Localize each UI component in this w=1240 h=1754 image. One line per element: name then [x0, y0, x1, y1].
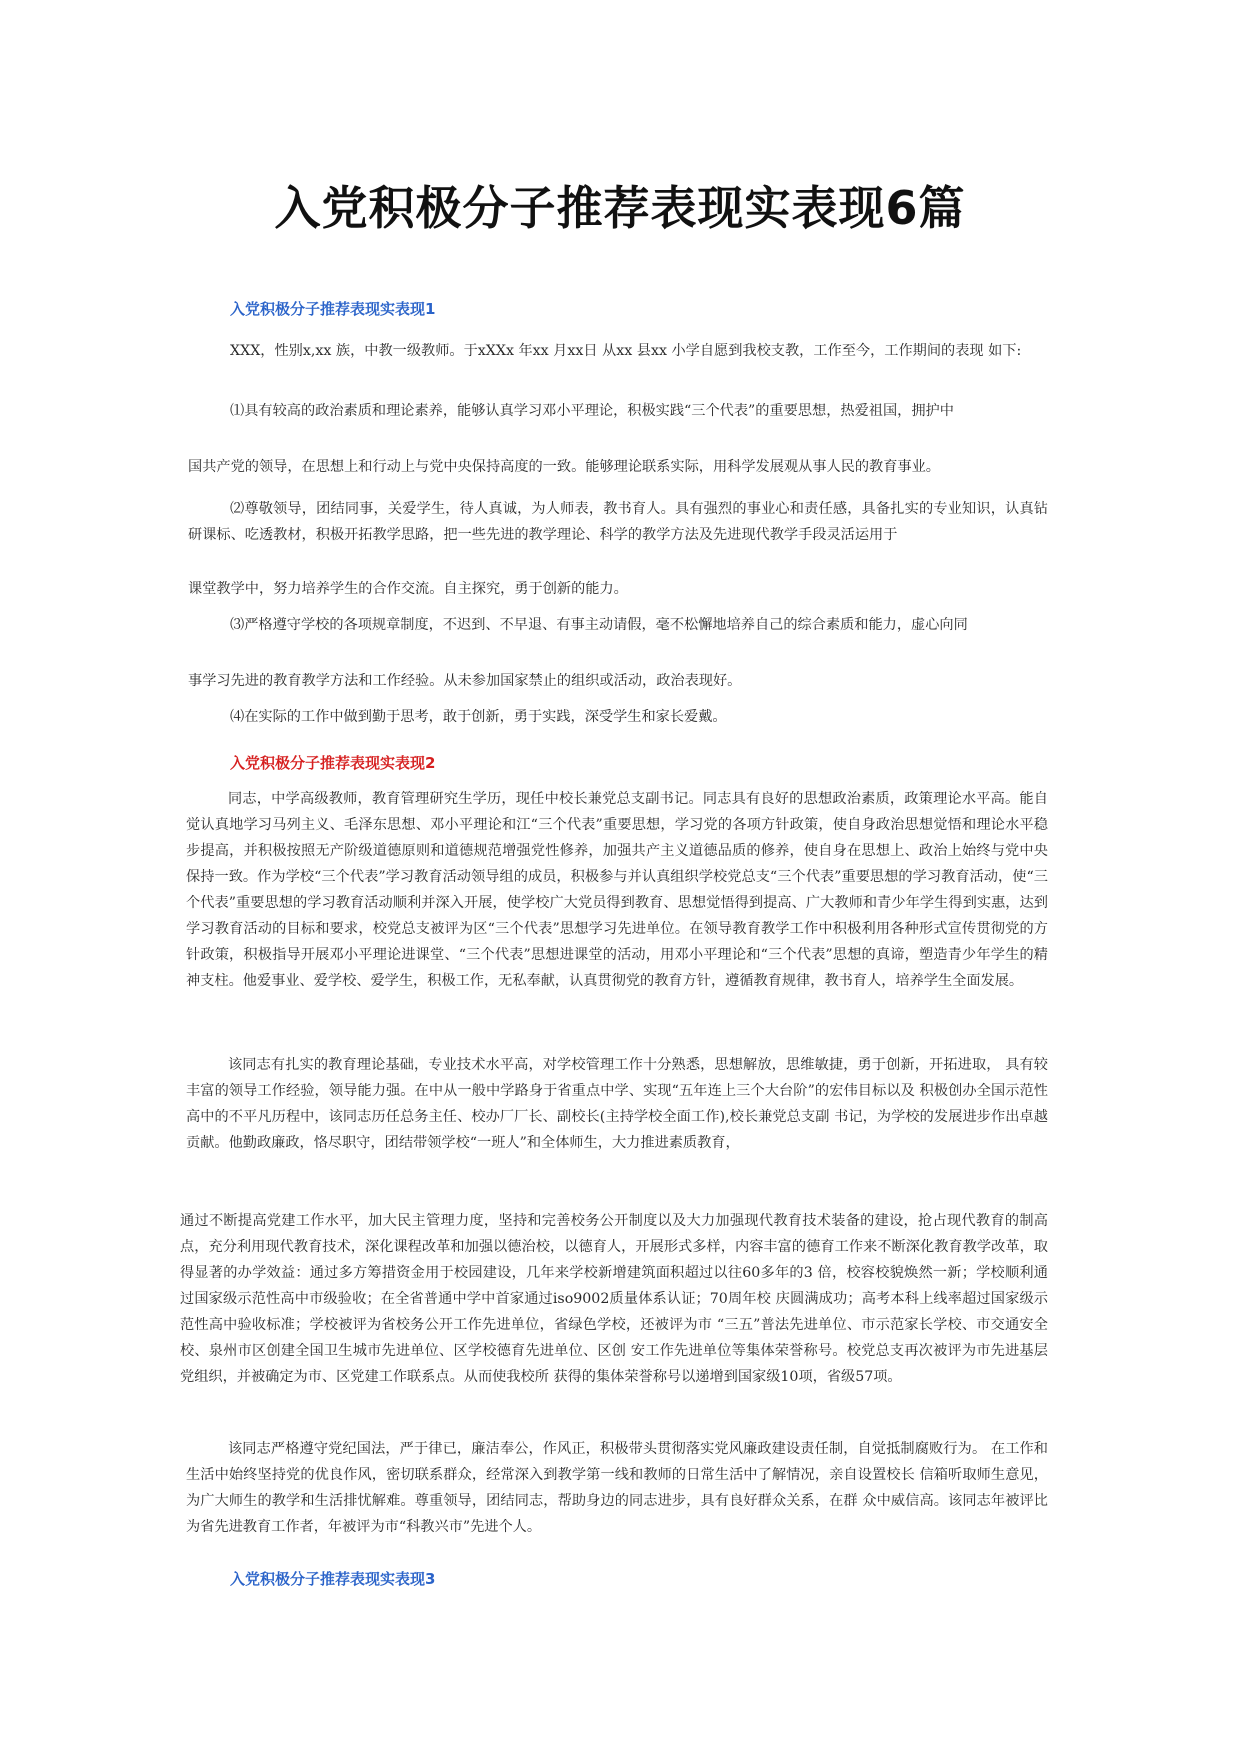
section-heading-3: 入党积极分子推荐表现实表现3	[230, 1570, 436, 1588]
section2-para3: 通过不断提高党建工作水平，加大民主管理力度，坚持和完善校务公开制度以及大力加强现代教育技术装备的建设，抢占现代教育的制高点，充分利用现代教育技术，深化课程改革和加强以德治校，以德育人，开展形式多样，内容丰富的德育工作来不断深化教育教学改革，取得显著的办学效益：通过多方筹措资金用于校园建设，几年来学校新增建筑面积超过以往60多年的3 倍，校容校貌焕然一新；学校顺利通过国家级示范性高中市级验收；在全省普通中学中首家通过iso9002质量体系认证；70周年校 庆圆满成功；高考本科上线率超过国家级示范性高中验收标准；学校被评为省校务公开工作先进单位，省绿色学校，还被评为市 “三五”普法先进单位、市示范家长学校、市交通安全校、泉州市区创建全国卫生城市先进单位、区学校德育先进单位、区创 安工作先进单位等集体荣誉称号。校党总支再次被评为市先进基层党组织，并被确定为市、区党建工作联系点。从而使我校所 获得的集体荣誉称号以递增到国家级10项，省级57项。	[180, 1213, 1048, 1385]
section1-item4: ⑷在实际的工作中做到勤于思考，敢于创新，勇于实践，深受学生和家长爱戴。	[230, 709, 727, 725]
section2-para2: 该同志有扎实的教育理论基础，专业技术水平高，对学校管理工作十分熟悉，思想解放，思维敏捷，勇于创新，开拓进取， 具有较丰富的领导工作经验，领导能力强。在中从一般中学路身于省重点中学、实现“五年连上三个大台阶”的宏伟目标以及 积极创办全国示范性高中的不平凡历程中，该同志历任总务主任、校办厂厂长、副校长(主持学校全面工作),校长兼党总支副 书记，为学校的发展进步作出卓越贡献。他勤政廉政，恪尽职守，团结带领学校“一班人”和全体师生，大力推进素质教育，	[186, 1057, 1048, 1151]
section1-item2-line2: 课堂教学中，努力培养学生的合作交流。自主探究，勇于创新的能力。	[188, 581, 628, 597]
section1-item3-line2: 事学习先进的教育教学方法和工作经验。从未参加国家禁止的组织或活动，政治表现好。	[188, 673, 742, 689]
section1-item3-line1: ⑶严格遵守学校的各项规章制度，不迟到、不早退、有事主动请假，毫不松懈地培养自己的综合素质和能力，虚心向同	[230, 617, 968, 633]
section-heading-1: 入党积极分子推荐表现实表现1	[230, 300, 436, 318]
section-heading-2: 入党积极分子推荐表现实表现2	[230, 754, 436, 772]
section1-item2-line1: ⑵尊敬领导，团结同事，关爱学生，待人真诚，为人师表，教书育人。具有强烈的事业心和责任感，具备扎实的专业知识，认真钻研课标、吃透教材，积极开拓教学思路，把一些先进的教学理论、科学的教学方法及先进现代教学手段灵活运用于	[188, 501, 1048, 543]
section1-intro: XXX，性别x,xx 族，中教一级教师。于xXXx 年xx 月xx日 从xx 县xx 小学自愿到我校支教，工作至今，工作期间的表现 如下:	[230, 343, 1022, 359]
section2-para4: 该同志严格遵守党纪国法，严于律已，廉洁奉公，作风正，积极带头贯彻落实党风廉政建设责任制，自觉抵制腐败行为。 在工作和生活中始终坚持党的优良作风，密切联系群众，经常深入到教学第一线和教师的日常生活中了解情况，亲自设置校长 信箱听取师生意见，为广大师生的教学和生活排忧解难。尊重领导，团结同志，帮助身边的同志进步，具有良好群众关系，在群 众中威信高。该同志年被评比为省先进教育工作者，年被评为市“科教兴市”先进个人。	[186, 1441, 1048, 1535]
document-title: 入党积极分子推荐表现实表现6篇	[274, 181, 966, 235]
section2-para1: 同志，中学高级教师，教育管理研究生学历，现任中校长兼党总支副书记。同志具有良好的思想政治素质，政策理论水平高。能自觉认真地学习马列主义、毛泽东思想、邓小平理论和江“三个代表”重要思想，学习党的各项方针政策，使自身政治思想觉悟和理论水平稳步提高，并积极按照无产阶级道德原则和道德规范增强党性修养，加强共产主义道德品质的修养，使自身在思想上、政治上始终与党中央保持一致。作为学校“三个代表”学习教育活动领导组的成员，积极参与并认真组织学校党总支“三个代表”重要思想的学习教育活动，使“三个代表”重要思想的学习教育活动顺利并深入开展，使学校广大党员得到教育、思想觉悟得到提高、广大教师和青少年学生得到实惠，达到学习教育活动的目标和要求，校党总支被评为区“三个代表”思想学习先进单位。在领导教育教学工作中积极利用各种形式宣传贯彻党的方针政策，积极指导开展邓小平理论进课堂、“三个代表”思想进课堂的活动，用邓小平理论和“三个代表”思想的真谛，塑造青少年学生的精神支柱。他爱事业、爱学校、爱学生，积极工作，无私奉献，认真贯彻党的教育方针，遵循教育规律，教书育人，培养学生全面发展。	[186, 791, 1048, 989]
section1-item1-line2: 国共产党的领导，在思想上和行动上与党中央保持高度的一致。能够理论联系实际，用科学发展观从事人民的教育事业。	[188, 459, 940, 475]
section1-item1-line1: ⑴具有较高的政治素质和理论素养，能够认真学习邓小平理论，积极实践“三个代表”的重要思想，热爱祖国，拥护中	[230, 403, 954, 419]
